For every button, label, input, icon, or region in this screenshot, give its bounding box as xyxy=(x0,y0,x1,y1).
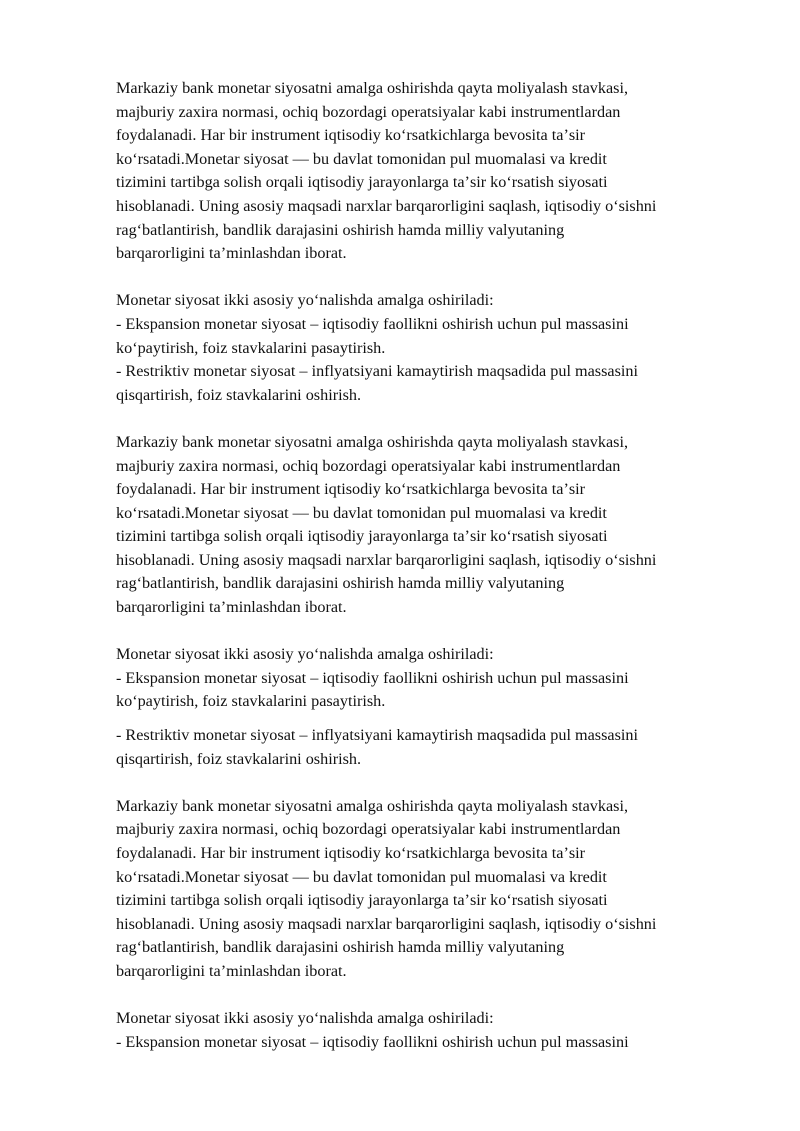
document-page xyxy=(116,77,756,1078)
text-line: koʻpaytirish, foiz stavkalarini pasaytirish. xyxy=(116,692,386,711)
text-line: Markaziy bank monetar siyosatni amalga oshirishda qayta moliyalash stavkasi, xyxy=(116,432,629,451)
text-line: hisoblanadi. Uning asosiy maqsadi narxlar barqarorligini saqlash, iqtisodiy oʻsishni xyxy=(116,914,657,933)
text-line: - Restriktiv monetar siyosat – inflyatsiyani kamaytirish maqsadida pul massasini xyxy=(116,362,638,381)
text-line: majburiy zaxira normasi, ochiq bozordagi operatsiyalar kabi instrumentlardan xyxy=(116,820,621,839)
text-line: Markaziy bank monetar siyosatni amalga oshirishda qayta moliyalash stavkasi, xyxy=(116,796,629,815)
text-line: koʻrsatadi.Monetar siyosat — bu davlat tomonidan pul muomalasi va kredit xyxy=(116,867,607,886)
text-line: majburiy zaxira normasi, ochiq bozordagi operatsiyalar kabi instrumentlardan xyxy=(116,456,621,475)
text-line: - Ekspansion monetar siyosat – iqtisodiy faollikni oshirish uchun pul massasini xyxy=(116,668,629,687)
text-line: ragʻbatlantirish, bandlik darajasini oshirish hamda milliy valyutaning xyxy=(116,938,565,957)
text-line: Monetar siyosat ikki asosiy yoʻnalishda amalga oshiriladi: xyxy=(116,1009,494,1028)
text-line: ragʻbatlantirish, bandlik darajasini oshirish hamda milliy valyutaning xyxy=(116,220,565,239)
paragraph xyxy=(116,77,756,266)
text-line: koʻrsatadi.Monetar siyosat — bu davlat tomonidan pul muomalasi va kredit xyxy=(116,149,607,168)
text-line: - Restriktiv monetar siyosat – inflyatsiyani kamaytirish maqsadida pul massasini xyxy=(116,726,638,745)
text-line: hisoblanadi. Uning asosiy maqsadi narxlar barqarorligini saqlash, iqtisodiy oʻsishni xyxy=(116,550,657,569)
text-line: barqarorligini taʼminlashdan iborat. xyxy=(116,598,347,617)
text-line: foydalanadi. Har bir instrument iqtisodiy koʻrsatkichlarga bevosita taʼsir xyxy=(116,480,586,499)
text-line: koʻpaytirish, foiz stavkalarini pasaytirish. xyxy=(116,338,386,357)
paragraph xyxy=(116,643,756,714)
paragraph xyxy=(116,724,756,771)
paragraph xyxy=(116,795,756,984)
text-line: tizimini tartibga solish orqali iqtisodiy jarayonlarga taʼsir koʻrsatish siyosati xyxy=(116,173,608,192)
text-line: tizimini tartibga solish orqali iqtisodiy jarayonlarga taʼsir koʻrsatish siyosati xyxy=(116,527,608,546)
text-line: - Ekspansion monetar siyosat – iqtisodiy faollikni oshirish uchun pul massasini xyxy=(116,1032,629,1051)
text-line: foydalanadi. Har bir instrument iqtisodiy koʻrsatkichlarga bevosita taʼsir xyxy=(116,126,586,145)
text-line: majburiy zaxira normasi, ochiq bozordagi operatsiyalar kabi instrumentlardan xyxy=(116,102,621,121)
text-line: tizimini tartibga solish orqali iqtisodiy jarayonlarga taʼsir koʻrsatish siyosati xyxy=(116,891,608,910)
text-line: ragʻbatlantirish, bandlik darajasini oshirish hamda milliy valyutaning xyxy=(116,574,565,593)
text-line: hisoblanadi. Uning asosiy maqsadi narxlar barqarorligini saqlash, iqtisodiy oʻsishni xyxy=(116,196,657,215)
paragraph xyxy=(116,1007,756,1054)
paragraph xyxy=(116,289,756,407)
text-line: Monetar siyosat ikki asosiy yoʻnalishda amalga oshiriladi: xyxy=(116,645,494,664)
text-line: - Ekspansion monetar siyosat – iqtisodiy faollikni oshirish uchun pul massasini xyxy=(116,314,629,333)
text-line: qisqartirish, foiz stavkalarini oshirish. xyxy=(116,385,362,404)
paragraph xyxy=(116,431,756,620)
text-line: barqarorligini taʼminlashdan iborat. xyxy=(116,961,347,980)
text-line: Monetar siyosat ikki asosiy yoʻnalishda amalga oshiriladi: xyxy=(116,291,494,310)
text-line: Markaziy bank monetar siyosatni amalga oshirishda qayta moliyalash stavkasi, xyxy=(116,79,629,97)
text-line: koʻrsatadi.Monetar siyosat — bu davlat tomonidan pul muomalasi va kredit xyxy=(116,503,607,522)
text-line: qisqartirish, foiz stavkalarini oshirish. xyxy=(116,749,362,768)
text-line: barqarorligini taʼminlashdan iborat. xyxy=(116,244,347,263)
text-line: foydalanadi. Har bir instrument iqtisodiy koʻrsatkichlarga bevosita taʼsir xyxy=(116,844,586,862)
